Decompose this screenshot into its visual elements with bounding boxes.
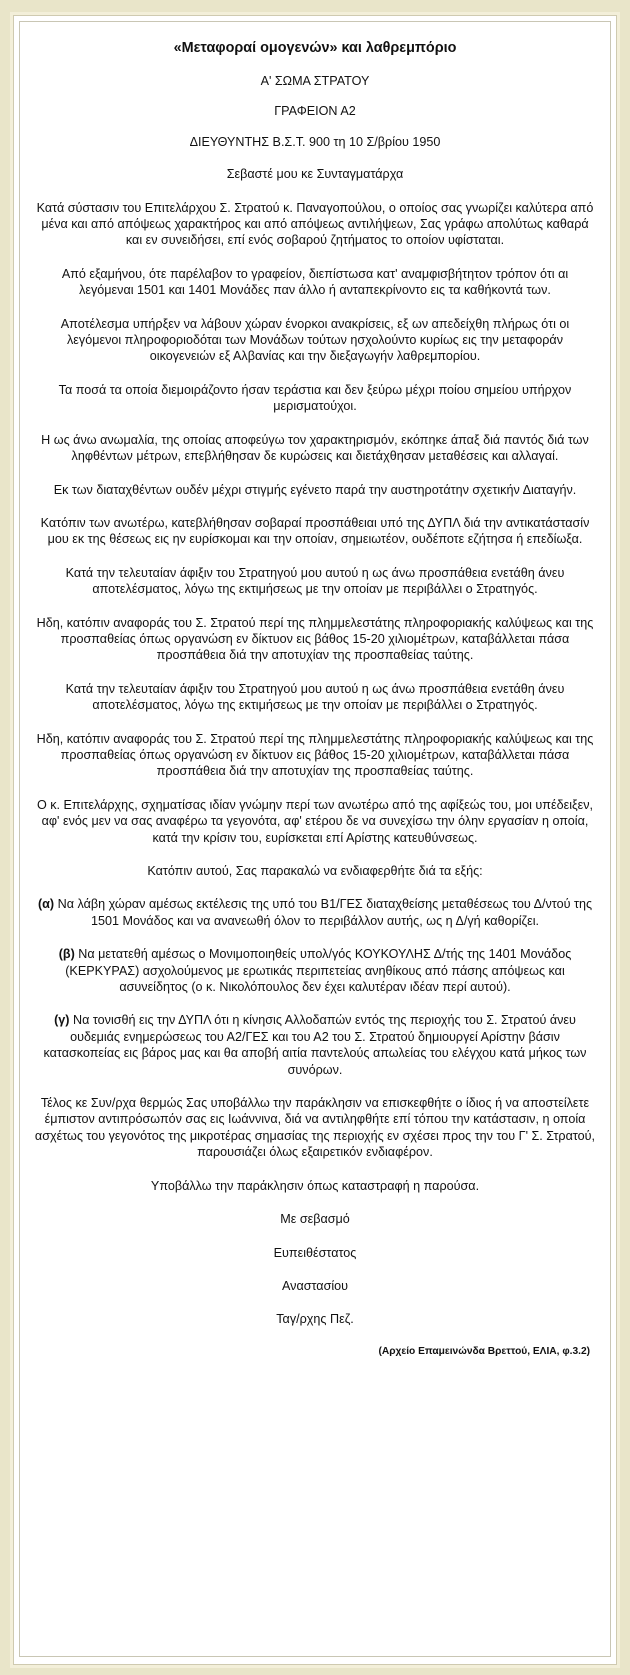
archive-source: (Αρχείο Επαμεινώνδα Βρεττού, ΕΛΙΑ, φ.3.2) [378,1345,590,1357]
paragraph: Από εξαμήνου, ότε παρέλαβον το γραφείον, διεπίστωσα κατ' αναμφισβήτητον τρόπον ότι αι λεγόμεναι 1501 και 1401 Μονάδες παν άλλο ή ανταπεκρίνοντο εις τα καθήκοντά των. [61,266,569,298]
paragraph: Η ως άνω ανωμαλία, της οποίας αποφεύγω τον χαρακτηρισμόν, εκόπηκε άπαξ διά παντός διά των ληφθέντων μέτρων, επεβλήθησαν δε κυρώσεις και διετάχθησαν μεταθέσεις και αλλαγαί. [41,432,589,464]
header-director-date: ΔΙΕΥΘΥΝΤΗΣ Β.Σ.Τ. 900 τη 10 Σ/βρίου 1950 [189,134,441,149]
header-corps: Α' ΣΩΜΑ ΣΤΡΑΤΟΥ [260,74,370,88]
closing-paragraph: Τέλος κε Συν/ρχα θερμώς Σας υποβάλλω την παράκλησιν να επισκεφθήτε ο ίδιος ή να αποστείλετε έμπιστον αντιπρόσωπόν σας εις Ιωάννινα, διά να αντιληφθήτε επί τόπου την κατάστασιν, η οποία ασχέτως του γεγονότος της μικροτέρας σημασίας της περιοχής εν σχέσει προς την του Γ' Σ. Στρατού, παρουσιάζει όλως εξαιρετικόν ενδιαφέρον. [34,1096,596,1160]
document-body [24,28,606,1360]
request-item-b [34,946,596,995]
request-text: Να τονισθή εις την ΔΥΠΛ ότι η κίνησις Αλλοδαπών εντός της περιοχής του Σ. Στρατού άνευ ουδεμιάς ενημερώσεως του Α2/ΓΕΣ και του Α2 του Σ. Στρατού δημιουργεί Αρίστην βάσιν κατασκοπείας εις βάρος μας και θα αποβή αιτία παντελούς απωλείας του ελέγχου κατά μήκος των συνόρων. [43,1013,587,1077]
request-text: Να μετατεθή αμέσως ο Μονιμοποιηθείς υπολ/γός ΚΟΥΚΟΥΛΗΣ Δ/τής της 1401 Μονάδος (ΚΕΡΚΥΡΑΣ) ασχολούμενος με ερωτικάς περιπετείας ανηθίκους από πάσης απόψεως και ασυνείδητος (ο κ. Νικολόπουλος δεν έχει καλυτέραν ιδέαν περί αυτού). [65,947,572,995]
signature-regards: Με σεβασμό [280,1212,350,1227]
paragraph: Κατόπιν αυτού, Σας παρακαλώ να ενδιαφερθήτε διά τα εξής: [147,864,483,878]
paragraph: Κατά την τελευταίαν άφιξιν του Στρατηγού μου αυτού η ως άνω προσπάθεια ενετάθη άνευ αποτελέσματος, λόγω της εκτιμήσεως με την οποίαν με περιβάλλει ο Στρατηγός. [65,565,565,597]
request-marker: (α) [37,897,55,912]
paragraph: Ηδη, κατόπιν αναφοράς του Σ. Στρατού περί της πλημμελεστάτης πληροφοριακής καλύψεως και της προσπαθείας όπως οργανώση εν δίκτυον εις βάθος 15-20 χιλιομέτρων, καταβάλλεται πάσα προσπάθεια διά την αποτυχίαν της προσπαθείας ταύτης. [36,731,594,779]
signature-name: Αναστασίου [281,1278,349,1293]
document-title: «Μεταφοραί ομογενών» και λαθρεμπόριο [173,40,457,56]
request-marker: (γ) [54,1013,70,1028]
header-office: ΓΡΑΦΕΙΟΝ Α2 [274,104,356,119]
request-item-c [34,1012,596,1078]
paragraph: Κατά την τελευταίαν άφιξιν του Στρατηγού μου αυτού η ως άνω προσπάθεια ενετάθη άνευ αποτελέσματος, λόγω της εκτιμήσεως με την οποίαν με περιβάλλει ο Στρατηγός. [65,681,565,713]
signature-obedient: Ευπειθέστατος [273,1245,357,1260]
signature-rank: Ταγ/ρχης Πεζ. [276,1312,354,1327]
paragraph: Ο κ. Επιτελάρχης, σχηματίσας ιδίαν γνώμην περί των ανωτέρω από της αφίξεώς του, μοι υπέδειξεν, αφ' ενός μεν να σας αναφέρω τα γεγονότα, αφ' ετέρου δε να συνεχίσω την όλην εργασίαν η οποία, κατά την κρίσιν του, ευρίσκεται επί Αρίστης κατευθύνσεως. [36,797,594,845]
paragraph: Αποτέλεσμα υπήρξεν να λάβουν χώραν ένορκοι ανακρίσεις, εξ ων απεδείχθη πλήρως ότι οι λεγόμενοι πληροφοριοδόται των Μονάδων τούτων ησχολούντο κυρίως εις την μεταφοράν οικογενειών εξ Αλβανίας και την διεξαγωγήν λαθρεμπορίου. [60,316,570,364]
paragraph: Τα ποσά τα οποία διεμοιράζοντο ήσαν τεράστια και δεν ξεύρω μέχρι ποίου σημείου υπήρχον μερισματούχοι. [58,382,572,414]
salutation: Σεβαστέ μου κε Συνταγματάρχα [226,167,404,182]
request-text: Να λάβη χώραν αμέσως εκτέλεσις της υπό του Β1/ΓΕΣ διαταχθείσης μεταθέσεως του Δ/ντού της 1501 Μονάδος και να ανανεωθή όλον το περιβάλλον αυτής, ως η Δ/γή καθορίζει. [54,897,593,928]
paragraph: Κατόπιν των ανωτέρω, κατεβλήθησαν σοβαραί προσπάθειαι υπό της ΔΥΠΛ διά την αντικατάστασίν μου εκ της θέσεως εις ην ευρίσκομαι και την οποίαν, σημειωτέον, ουδέποτε εζήτησα ή επεδίωξα. [40,515,590,547]
paragraph: Κατά σύστασιν του Επιτελάρχου Σ. Στρατού κ. Παναγοπούλου, ο οποίος σας γνωρίζει καλύτερα από μένα και από απόψεως χαρακτήρος και από απόψεως αντιλήψεων, Σας γράφω απολύτως καθαρά και εν συνειδήσει, επί ενός σοβαρού ζητήματος το οποίον υφίσταται. [36,200,594,248]
paragraph: Ηδη, κατόπιν αναφοράς του Σ. Στρατού περί της πλημμελεστάτης πληροφοριακής καλύψεως και της προσπαθείας όπως οργανώση εν δίκτυον εις βάθος 15-20 χιλιομέτρων, καταβάλλεται πάσα προσπάθεια διά την αποτυχίαν της προσπαθείας ταύτης. [36,615,594,663]
request-item-a [34,896,596,929]
destruction-request: Υποβάλλω την παράκλησιν όπως καταστραφή η παρούσα. [150,1178,480,1193]
paragraph: Εκ των διαταχθέντων ουδέν μέχρι στιγμής εγένετο παρά την αυστηροτάτην σχετικήν Διαταγήν. [53,482,577,497]
request-marker: (β) [58,947,75,962]
